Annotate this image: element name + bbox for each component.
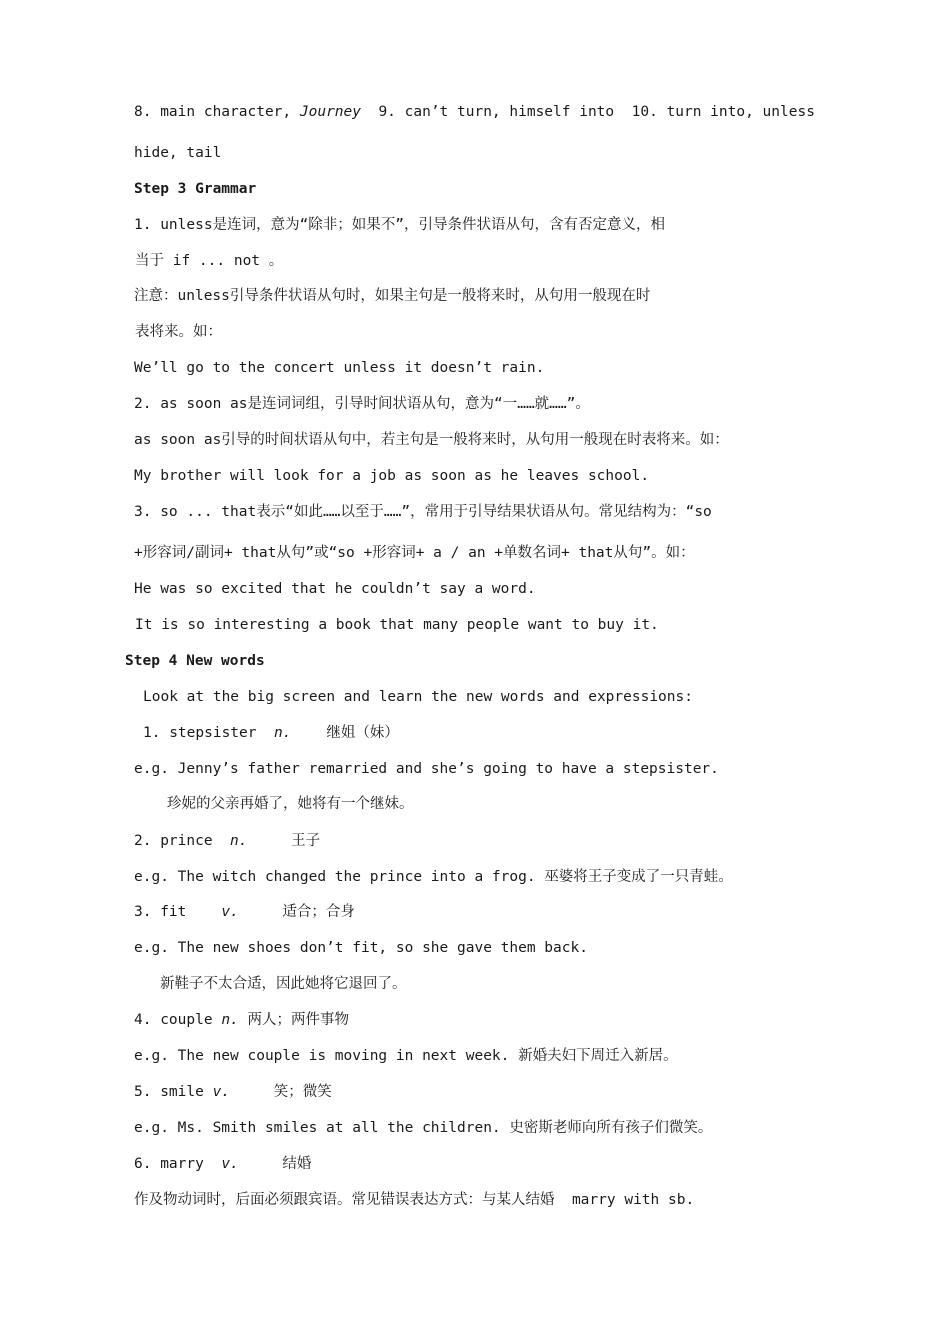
- answers-line-2: hide, tail: [134, 145, 222, 161]
- grammar-note-cont: 表将来。如：: [135, 324, 222, 340]
- part-of-speech: n.: [230, 833, 248, 849]
- step4-heading: Step 4 New words: [125, 653, 265, 669]
- word-example: e.g. Jenny’s father remarried and she’s going to have a stepsister.: [134, 761, 719, 777]
- word-entry-prince: 2. prince n. 王子: [134, 833, 321, 849]
- answer-text: 9. can’t turn, himself into 10. turn into, unless: [360, 104, 815, 120]
- answer-italic-title: Journey: [299, 104, 361, 120]
- word-example: e.g. The new shoes don’t fit, so she gave them back.: [134, 940, 588, 956]
- word-entry-couple: 4. couple n. 两人；两件事物: [134, 1012, 350, 1028]
- grammar-point-2: 2. as soon as是连词词组，引导时间状语从句，意为“一……就……”。: [134, 396, 590, 412]
- part-of-speech: n.: [273, 725, 292, 741]
- word-example: e.g. Ms. Smith smiles at all the children. 史密斯老师向所有孩子们微笑。: [134, 1120, 713, 1136]
- word-entry-smile: 5. smile v. 笑；微笑: [134, 1084, 332, 1100]
- word-entry-stepsister: 1. stepsister n. 继姐（妹）: [143, 725, 399, 741]
- part-of-speech: v.: [212, 1084, 231, 1100]
- example-sentence: We’ll go to the concert unless it doesn’t rain.: [134, 360, 545, 376]
- example-sentence: My brother will look for a job as soon as he leaves school.: [134, 468, 650, 484]
- example-sentence: It is so interesting a book that many people want to buy it.: [135, 617, 659, 633]
- step4-intro: Look at the big screen and learn the new words and expressions:: [143, 689, 693, 705]
- word-entry-marry: 6. marry v. 结婚: [134, 1156, 312, 1172]
- step3-heading: Step 3 Grammar: [134, 181, 257, 197]
- word-translation: 珍妮的父亲再婚了，她将有一个继妹。: [167, 796, 414, 812]
- example-sentence: He was so excited that he couldn’t say a word.: [134, 581, 536, 597]
- grammar-point-3-cont: +形容词/副词+ that从句”或“so +形容词+ a / an +单数名词+ that从句”。如：: [134, 545, 695, 561]
- word-entry-fit: 3. fit v. 适合；合身: [134, 904, 355, 920]
- word-translation: 新鞋子不太合适，因此她将它退回了。: [160, 976, 407, 992]
- word-example: e.g. The new couple is moving in next week. 新婚夫妇下周迁入新居。: [134, 1048, 678, 1064]
- word-usage-note: 作及物动词时，后面必须跟宾语。常见错误表达方式：与某人结婚 marry with sb.: [134, 1192, 695, 1208]
- grammar-point-3: 3. so ... that表示“如此……以至于……”，常用于引导结果状语从句。常见结构为：“so: [134, 504, 712, 520]
- grammar-point-1-cont: 当于 if ... not 。: [135, 253, 284, 269]
- part-of-speech: v.: [221, 904, 239, 920]
- word-example: e.g. The witch changed the prince into a frog. 巫婆将王子变成了一只青蛙。: [134, 869, 733, 885]
- grammar-point-2-note: as soon as引导的时间状语从句中，若主句是一般将来时，从句用一般现在时表将来。如：: [134, 432, 729, 448]
- grammar-note: 注意：unless引导条件状语从句时，如果主句是一般将来时，从句用一般现在时: [134, 288, 651, 304]
- part-of-speech: v.: [221, 1156, 239, 1172]
- answer-text: 8. main character,: [134, 104, 300, 120]
- answers-line-1: [134, 102, 815, 122]
- grammar-point-1: 1. unless是连词，意为“除非；如果不”，引导条件状语从句，含有否定意义，相: [134, 217, 666, 233]
- part-of-speech: n.: [221, 1012, 239, 1028]
